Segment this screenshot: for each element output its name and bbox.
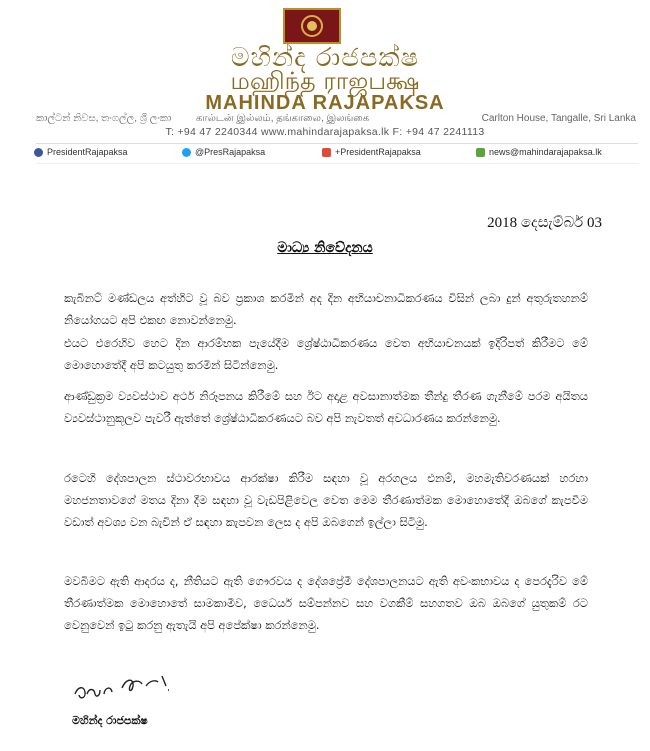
divider <box>36 163 638 164</box>
address-sinhala: කාල්ටන් නිවස, තංගල්ල, ශ්‍රී ලංකා <box>36 113 172 124</box>
address-tamil: கால்டன் இல்லம், தங்காலை, இலங்கை <box>196 113 370 124</box>
google-plus-link[interactable] <box>322 147 421 157</box>
facebook-link[interactable] <box>34 147 128 157</box>
email-address: news@mahindarajapaksa.lk <box>489 147 602 157</box>
facebook-handle: PresidentRajapaksa <box>47 147 128 157</box>
signature <box>72 670 182 704</box>
paragraph: රටෙහි දේශපාලන ස්ථාවරභාවය ආරක්ෂා කිරීම සඳහා වූ අරගලය එනම්, මහමැතිවරණයක් හරහා මහජනතාවගේ මතය දිනා දීම සඳහා වූ වැඩපිළිවෙල වෙත මෙම තීරණාත්මක මොහොතේදී ඔබගේ කැපවීම වඩාත් අවශ්‍ය වන බැවින් ඒ සඳහා කැපවන ලෙස ද අපි ඔබගෙන් ඉල්ලා සිටිමු. <box>64 471 588 530</box>
facebook-icon <box>34 148 43 157</box>
paragraph: එයට එරෙහිව හෙට දින ආරම්භක පැයේදීම ශ්‍රේෂ්ඨාධිකරණය වෙත අභියාචනයක් ඉදිරිපත් කිරීමට මේ මොහොතේදී අපි කටයුතු කරමින් සිටින්නෙමු. <box>64 336 588 373</box>
twitter-icon <box>182 148 191 157</box>
paragraph: මවබිමට ඇති ආදරය ද, නීතියට ඇති ගෞරවය ද දේශප්‍රේමී දේශපාලනයට ඇති අවංකභාවය ද පෙරදැරිව මේ තීරණාත්මක මොහොතේ සාමකාමීව, ධෛර්ය සම්පන්නව සහ වගකීම් සහගතව ඔබ ඔබගේ යුතුකම් රට වෙනුවෙන් ඉටු කරනු ඇතැයි අපි අපේක්ෂා කරන්නෙමු. <box>64 574 588 633</box>
mail-icon <box>476 148 485 157</box>
paragraph: කැබිනට් මණ්ඩලය අත්හිට වූ බව ප්‍රකාශ කරමින් අද දින අභියාචනාධිකරණය විසින් ලබා දුන් අතුරුතහනම් නියෝගයට අපි එකඟ නොවන්නෙමු. <box>64 291 588 328</box>
page-title: මාධ්‍ය නිවේදනය <box>277 240 373 256</box>
name-english: MAHINDA RAJAPAKSA <box>205 92 445 114</box>
google-plus-icon <box>322 148 331 157</box>
signatory-name: මහින්ද රාජපක්ෂ <box>72 714 148 727</box>
email-link[interactable] <box>476 147 602 157</box>
name-sinhala: මහින්ද රාජපක්ෂ <box>230 43 420 73</box>
emblem-icon <box>283 8 341 44</box>
contact-line: T: +94 47 2240344 www.mahindarajapaksa.lk F: +94 47 2241113 <box>165 126 485 138</box>
twitter-handle: @PresRajapaksa <box>195 147 266 157</box>
paragraph: ආණ්ඩුක්‍රම ව්‍යවස්ථාව අර්ථ නිරූපනය කිරීමේ සහ ඊට අදාළ අවසානාත්මක තීන්දු තීරණ ගැනීමේ පරම අයිතය ව්‍යවස්ථානුකූලව පැවරී ඇත්තේ ශ්‍රේෂ්ඨාධිකරණයට බව අපි නැවතත් අවධාරණය කරන්නෙමු. <box>64 389 588 426</box>
twitter-link[interactable] <box>182 147 265 157</box>
google-plus-handle: +PresidentRajapaksa <box>335 147 421 157</box>
name-tamil: மஹிந்த ராஜபக்ஷ <box>230 67 420 95</box>
release-date: 2018 දෙසැම්බර් 03 <box>487 215 602 231</box>
divider <box>36 143 638 144</box>
address-english: Carlton House, Tangalle, Sri Lanka <box>481 113 636 124</box>
